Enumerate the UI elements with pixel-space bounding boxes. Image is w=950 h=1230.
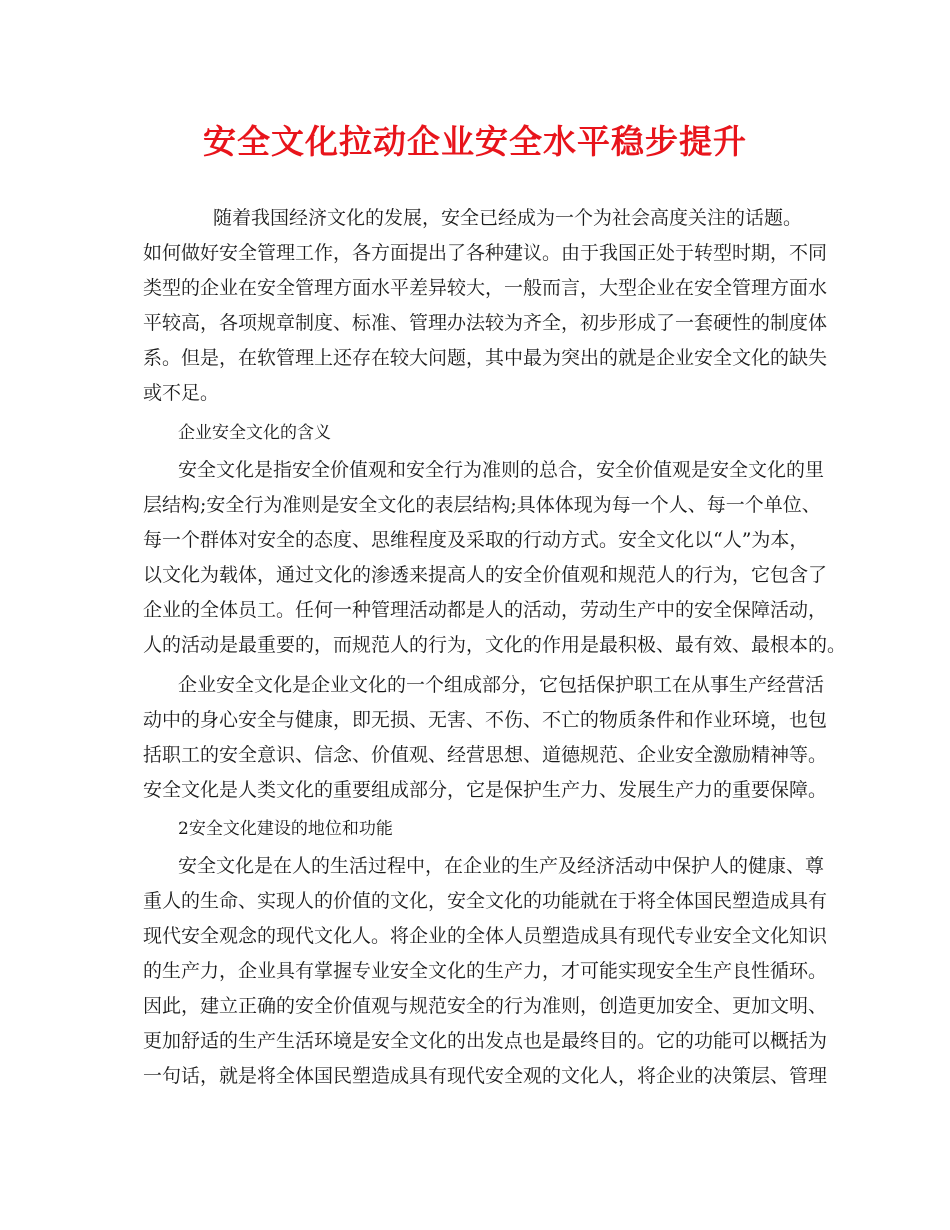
paragraph-line: 层结构;安全行为准则是安全文化的表层结构;具体体现为每一个人、每一个单位、 [143, 494, 821, 516]
paragraph-line: 平较高，各项规章制度、标准、管理办法较为齐全，初步形成了一套硬性的制度体 [143, 312, 828, 334]
section-heading: 企业安全文化的含义 [178, 423, 331, 443]
paragraph-line: 现代安全观念的现代文化人。将企业的全体人员塑造成具有现代专业安全文化知识 [143, 925, 828, 947]
paragraph-line: 一句话，就是将全体国民塑造成具有现代安全观的文化人，将企业的决策层、管理 [143, 1065, 828, 1087]
paragraph-line: 类型的企业在安全管理方面水平差异较大，一般而言，大型企业在安全管理方面水 [143, 277, 828, 299]
paragraph-line: 因此，建立正确的安全价值观与规范安全的行为准则，创造更加安全、更加文明、 [143, 995, 828, 1017]
paragraph-line: 以文化为载体，通过文化的渗透来提高人的安全价值观和规范人的行为，它包含了 [143, 564, 828, 586]
paragraph-line: 安全文化是在人的生活过程中，在企业的生产及经济活动中保护人的健康、尊 [178, 855, 825, 877]
paragraph-line: 安全文化是人类文化的重要组成部分，它是保护生产力、发展生产力的重要保障。 [143, 779, 828, 801]
paragraph-line: 如何做好安全管理工作，各方面提出了各种建议。由于我国正处于转型时期，不同 [143, 242, 828, 264]
paragraph-line: 动中的身心安全与健康，即无损、无害、不伤、不亡的物质条件和作业环境，也包 [143, 709, 828, 731]
document-title: 安全文化拉动企业安全水平稳步提升 [203, 122, 747, 161]
paragraph-line: 企业的全体员工。任何一种管理活动都是人的活动，劳动生产中的安全保障活动， [143, 599, 828, 621]
paragraph-line: 随着我国经济文化的发展，安全已经成为一个为社会高度关注的话题。 [213, 207, 803, 229]
paragraph-line: 安全文化是指安全价值观和安全行为准则的总合，安全价值观是安全文化的里 [178, 459, 825, 481]
paragraph-line: 或不足。 [143, 382, 220, 404]
paragraph-line: 重人的生命、实现人的价值的文化，安全文化的功能就在于将全体国民塑造成具有 [143, 890, 828, 912]
paragraph-line: 更加舒适的生产生活环境是安全文化的出发点也是最终目的。它的功能可以概括为 [143, 1030, 828, 1052]
paragraph-line: 每一个群体对安全的态度、思维程度及采取的行动方式。安全文化以“人”为本， [143, 529, 809, 551]
paragraph-line: 企业安全文化是企业文化的一个组成部分，它包括保护职工在从事生产经营活 [178, 674, 825, 696]
paragraph-line: 括职工的安全意识、信念、价值观、经营思想、道德规范、企业安全激励精神等。 [143, 744, 828, 766]
paragraph-line: 系。但是，在软管理上还存在较大问题，其中最为突出的就是企业安全文化的缺失 [143, 347, 828, 369]
section-heading: 2安全文化建设的地位和功能 [178, 819, 393, 839]
paragraph-line: 的生产力，企业具有掌握专业安全文化的生产力，才可能实现安全生产良性循环。 [143, 960, 828, 982]
paragraph-line: 人的活动是最重要的，而规范人的行为，文化的作用是最积极、最有效、最根本的。 [143, 634, 847, 656]
